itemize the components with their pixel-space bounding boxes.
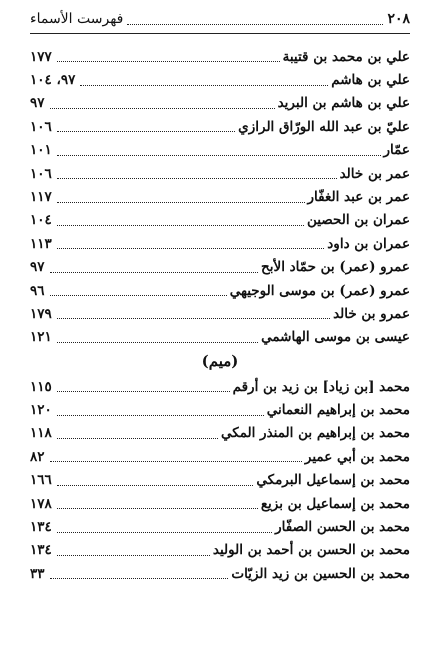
index-entry [30, 68, 410, 91]
dot-leader [57, 308, 330, 319]
entry-page-numbers: ١٢٠ [30, 402, 52, 419]
entry-page-numbers: ١١٧ [30, 189, 52, 206]
index-entry [30, 139, 410, 162]
entry-name: محمد بن إسماعيل بن بزيع [260, 495, 410, 512]
dot-leader [57, 168, 337, 179]
dot-leader [80, 75, 328, 86]
entry-name: محمد [بن زياد] بن زيد بن أرقم [232, 378, 410, 395]
header-dot-leader [127, 14, 383, 25]
index-entry [30, 492, 410, 515]
entry-page-numbers: ٣٣ [30, 565, 45, 582]
entry-page-numbers: ١٠٦ [30, 165, 52, 182]
index-entry [30, 445, 410, 468]
entry-name: محمد بن إسماعيل البرمكي [256, 472, 410, 489]
index-entry [30, 92, 410, 115]
entry-name: محمد بن الحسن بن أحمد بن الوليد [212, 542, 410, 559]
entry-name: عليّ بن عبد الله الورّاق الرازي [238, 118, 410, 135]
entry-name: عمران بن الحصين [306, 212, 410, 229]
dot-leader [57, 405, 264, 416]
dot-leader [57, 498, 258, 509]
dot-leader [50, 451, 302, 462]
entry-page-numbers: ١١٣ [30, 235, 52, 252]
dot-leader [57, 215, 304, 226]
index-entry [30, 562, 410, 585]
entry-name: علي بن محمد بن قتيبة [282, 48, 410, 65]
index-entry [30, 232, 410, 255]
index-entry [30, 515, 410, 538]
entry-page-numbers: ٩٧ [30, 95, 45, 112]
entry-page-numbers: ١٠٤ [30, 212, 52, 229]
dot-leader [57, 238, 325, 249]
entry-name: عمر بن خالد [339, 165, 410, 182]
header-rule [30, 33, 410, 34]
entry-name: عمرو (عمر) بن حمّاد الأبح [261, 259, 410, 276]
dot-leader [50, 285, 227, 296]
index-entry [30, 45, 410, 68]
index-entry [30, 256, 410, 279]
dot-leader [57, 522, 272, 533]
dot-leader [57, 381, 230, 392]
entry-page-numbers: ١١٨ [30, 425, 52, 442]
entry-page-numbers: ١٧٨ [30, 495, 52, 512]
dot-leader [50, 262, 259, 273]
index-entry [30, 398, 410, 421]
dot-leader [57, 192, 305, 203]
entry-name: عمّار [383, 142, 410, 159]
index-entry [30, 162, 410, 185]
index-entry [30, 326, 410, 349]
index-entry [30, 375, 410, 398]
entry-page-numbers: ٩٦ [30, 282, 45, 299]
entry-name: محمد بن الحسن الصفّار [275, 519, 410, 536]
entry-page-numbers: ١٠٦ [30, 118, 52, 135]
index-list-mim [30, 375, 410, 586]
index-entry [30, 115, 410, 138]
entry-page-numbers: ١٣٤ [30, 542, 52, 559]
index-entry [30, 469, 410, 492]
entry-page-numbers: ٩٧، ١٠٤ [30, 72, 76, 89]
entry-name: عمرو بن خالد [333, 305, 410, 322]
entry-page-numbers: ١٦٦ [30, 472, 52, 489]
dot-leader [57, 145, 381, 156]
index-list-ain [30, 45, 410, 349]
page-number: ٢٠٨ [387, 11, 410, 27]
dot-leader [57, 51, 280, 62]
entry-name: محمد بن الحسين بن زيد الزيّات [231, 565, 410, 582]
entry-page-numbers: ١٧٧ [30, 48, 52, 65]
entry-name: عمران بن داود [327, 235, 410, 252]
entry-name: عمر بن عبد الغفّار [307, 189, 410, 206]
entry-name: علي بن هاشم [331, 72, 410, 89]
entry-name: محمد بن إبراهيم بن المنذر المكي [220, 425, 410, 442]
entry-page-numbers: ١٣٤ [30, 519, 52, 536]
dot-leader [50, 98, 275, 109]
index-entry [30, 185, 410, 208]
entry-page-numbers: ٩٧ [30, 259, 45, 276]
entry-page-numbers: ١١٥ [30, 378, 52, 395]
dot-leader [57, 475, 254, 486]
entry-page-numbers: ١٧٩ [30, 305, 52, 322]
entry-page-numbers: ٨٢ [30, 448, 45, 465]
index-entry [30, 422, 410, 445]
running-title: فهرست الأسماء [30, 11, 124, 27]
entry-name: عيسى بن موسى الهاشمي [261, 329, 410, 346]
entry-page-numbers: ١٠١ [30, 142, 52, 159]
dot-leader [50, 568, 229, 579]
entry-name: علي بن هاشم بن البريد [277, 95, 410, 112]
dot-leader [57, 545, 210, 556]
index-entry [30, 302, 410, 325]
entry-name: محمد بن أبي عمير [304, 448, 410, 465]
index-entry [30, 539, 410, 562]
index-entry [30, 209, 410, 232]
index-entry [30, 279, 410, 302]
entry-name: عمرو (عمر) بن موسى الوجيهي [229, 282, 410, 299]
section-heading-mim: (ميم) [201, 352, 239, 370]
page-header [30, 6, 410, 32]
entry-page-numbers: ١٢١ [30, 329, 52, 346]
dot-leader [57, 121, 235, 132]
entry-name: محمد بن إبراهيم النعماني [266, 402, 410, 419]
dot-leader [57, 428, 218, 439]
dot-leader [57, 332, 258, 343]
